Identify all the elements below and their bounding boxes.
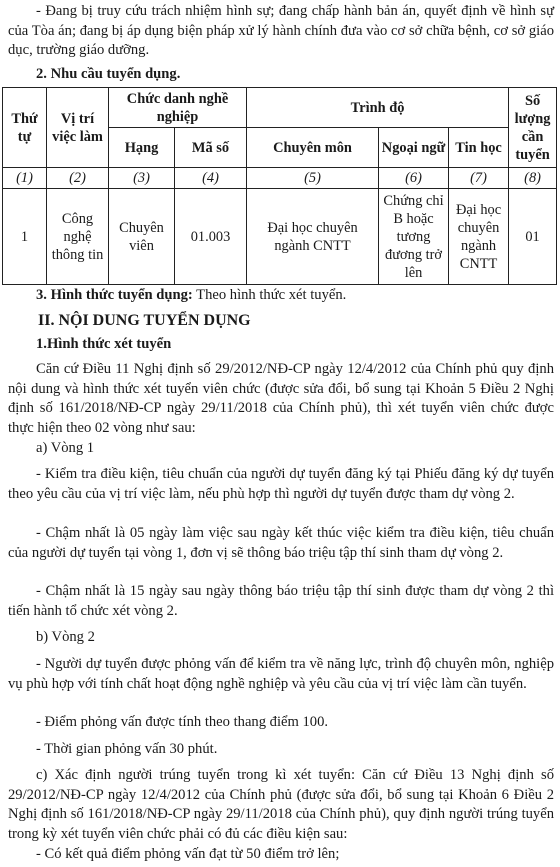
col-number: (3) <box>109 168 175 189</box>
round-2-heading: b) Vòng 2 <box>36 629 95 645</box>
paragraph-4: - Chậm nhất là 15 ngày sau ngày thông báo triệu tập thí sinh được tham dự vòng 2 thì tiến hành tổ chức xét vòng 2. <box>8 583 554 619</box>
cell-vitri: Công nghệ thông tin <box>47 189 109 285</box>
col-number: (4) <box>175 168 247 189</box>
subsection-1-heading: 1.Hình thức xét tuyển <box>36 336 172 352</box>
cell-ngoaingu: Chứng chỉ B hoặc tương đương trở lên <box>379 189 449 285</box>
intro-paragraph: - Đang bị truy cứu trách nhiệm hình sự; đang chấp hành bản án, quyết định về hình sự của Tòa án; đang bị áp dụng biện pháp xử lý hành chính đưa vào cơ sở chữa bệnh, cơ sở giáo dục, trường giáo dưỡng. <box>8 3 554 58</box>
paragraph-5: - Người dự tuyển được phỏng vấn để kiểm tra về năng lực, trình độ chuyên môn, nghiệp vụ phù hợp với tính chất hoạt động nghề nghiệp và yêu cầu của vị trí việc làm cần tuyển. <box>8 656 554 692</box>
header-chuyenmon: Chuyên môn <box>247 128 379 168</box>
paragraph-9: - Có kết quả điểm phỏng vấn đạt từ 50 điểm trở lên; <box>36 846 340 862</box>
header-ngoaingu: Ngoại ngữ <box>379 128 449 168</box>
cell-hang: Chuyên viên <box>109 189 175 285</box>
part-2-heading: II. NỘI DUNG TUYỂN DỤNG <box>38 312 251 329</box>
paragraph-7: - Thời gian phỏng vấn 30 phút. <box>36 741 218 757</box>
paragraph-6: - Điểm phỏng vấn được tính theo thang điểm 100. <box>36 714 329 730</box>
col-number: (5) <box>247 168 379 189</box>
header-vitri: Vị trí việc làm <box>47 88 109 168</box>
col-number: (8) <box>509 168 557 189</box>
paragraph-3: - Chậm nhất là 05 ngày làm việc sau ngày kết thúc việc kiểm tra điều kiện, tiêu chuẩn của người dự tuyển tại vòng 1, đơn vị sẽ thông báo triệu tập thí sinh tham dự vòng 2. <box>8 525 554 561</box>
header-chucdanh: Chức danh nghề nghiệp <box>109 88 247 128</box>
recruitment-table <box>2 87 557 285</box>
paragraph-2: - Kiểm tra điều kiện, tiêu chuẩn của người dự tuyển đăng ký tại Phiếu đăng ký dự tuyển theo yêu cầu của vị trí việc làm, nếu phù hợp thì người dự tuyển được tham dự vòng 2. <box>8 466 554 502</box>
header-soluong: Số lượng cần tuyển <box>509 88 557 168</box>
section-3-line <box>8 286 554 306</box>
table-row <box>3 189 557 285</box>
col-number: (6) <box>379 168 449 189</box>
col-number: (7) <box>449 168 509 189</box>
round-1-heading: a) Vòng 1 <box>36 440 95 456</box>
header-maso: Mã số <box>175 128 247 168</box>
cell-tinhoc: Đại học chuyên ngành CNTT <box>449 189 509 285</box>
cell-soluong: 01 <box>509 189 557 285</box>
section-2-heading: 2. Nhu cầu tuyển dụng. <box>36 66 181 82</box>
col-number: (1) <box>3 168 47 189</box>
header-hang: Hạng <box>109 128 175 168</box>
header-stt: Thứ tự <box>3 88 47 168</box>
cell-chuyenmon: Đại học chuyên ngành CNTT <box>247 189 379 285</box>
paragraph-1: Căn cứ Điều 11 Nghị định số 29/2012/NĐ-CP ngày 12/4/2012 của Chính phủ quy định nội dung và hình thức xét tuyển viên chức (được sửa đổi, bổ sung tại Khoản 5 Điều 2 Nghị định số 161/2018/NĐ-CP ngày 29/11/2018 của Chính phủ), thì xét tuyển viên chức được thực hiện theo 02 vòng như sau: <box>8 361 554 436</box>
col-number: (2) <box>47 168 109 189</box>
cell-stt: 1 <box>3 189 47 285</box>
header-trinhdo: Trình độ <box>247 88 509 128</box>
cell-maso: 01.003 <box>175 189 247 285</box>
section-3-heading: 3. Hình thức tuyển dụng: <box>36 287 193 303</box>
section-3-text: Theo hình thức xét tuyển. <box>192 287 347 303</box>
header-tinhoc: Tin học <box>449 128 509 168</box>
paragraph-8: c) Xác định người trúng tuyển trong kì xét tuyển: Căn cứ Điều 13 Nghị định số 29/2012/NĐ-CP ngày 12/4/2012 của Chính phủ (được sửa đổi, bổ sung tại Khoản 6 Điều 2 Nghị định số 161/2018/NĐ-CP ngày 29/11/2018 của Chính phủ), quy định người trúng tuyển trong kỳ xét tuyển viên chức phải có đủ các điều kiện sau: <box>8 767 554 842</box>
